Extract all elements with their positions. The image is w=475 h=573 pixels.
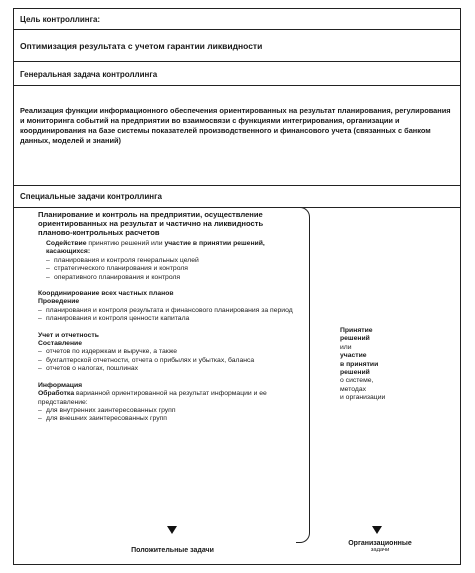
s3-list bbox=[38, 348, 293, 373]
left-column bbox=[38, 210, 293, 424]
list-item: – для внутренних заинтересованных групп bbox=[38, 407, 293, 415]
s4-list bbox=[38, 407, 293, 424]
right-line: решений bbox=[340, 369, 370, 377]
s4-head: Информация bbox=[38, 381, 83, 389]
down-arrow-icon bbox=[167, 526, 177, 534]
section-decision-support bbox=[38, 240, 293, 282]
right-line: о системе, bbox=[340, 377, 374, 385]
positive-tasks-footer bbox=[100, 547, 245, 554]
section-decision-support-head bbox=[46, 240, 293, 257]
s1-head-bold2: участие в принятии решений, касающихся: bbox=[46, 240, 265, 256]
right-line: в принятии bbox=[340, 360, 379, 368]
right-line: Принятие bbox=[340, 327, 373, 334]
general-task-label: Генеральная задача контроллинга bbox=[20, 70, 158, 79]
special-tasks-label: Специальные задачи контроллинга bbox=[20, 192, 162, 201]
goal-label-row bbox=[14, 9, 460, 30]
general-task-text: Реализация функции информационного обеспечения ориентированных на результат планирования, регулирования и мониторинга событий на предприятии во взаимосвязи с функциями интегрирования, организации и координирования на базе системы показателей производственного и финансового учета (связанных с банком данных, моделей и знаний) bbox=[20, 106, 451, 145]
s3-sub: Составление bbox=[38, 340, 83, 348]
s2-sub: Проведение bbox=[38, 298, 80, 306]
right-line: решений bbox=[340, 335, 370, 343]
right-column bbox=[340, 327, 420, 403]
list-item: – для внешних заинтересованных групп bbox=[38, 415, 293, 423]
organizational-tasks-sub: задачи bbox=[370, 547, 390, 553]
s1-head-bold: Содействие bbox=[46, 240, 87, 247]
grouping-bracket bbox=[296, 207, 310, 543]
s4-sub bbox=[38, 390, 293, 407]
left-title: Планирование и контроль на предприятии, осуществление ориентированных на результат и частично на ликвидность планово-контрольных расчетов bbox=[38, 210, 264, 237]
special-tasks-label-row bbox=[14, 186, 460, 208]
positive-tasks-label: Положительные задачи bbox=[131, 547, 214, 554]
s2-list bbox=[38, 307, 293, 324]
goal-text-row bbox=[14, 30, 460, 62]
list-item: – планирования и контроля ценности капитала bbox=[38, 315, 293, 323]
down-arrow-icon bbox=[372, 526, 382, 534]
section-information bbox=[38, 382, 293, 424]
right-line: методах bbox=[340, 385, 367, 393]
s1-list bbox=[46, 257, 293, 282]
list-item: – стратегического планирования и контроля bbox=[46, 265, 293, 273]
list-item: – отчетов о налогах, пошлинах bbox=[38, 365, 293, 373]
s2-head: Координирование всех частных планов bbox=[38, 290, 174, 298]
s4-sub-rest: варианной ориентированной на результат информации и ее представление: bbox=[38, 390, 267, 406]
organizational-tasks-footer bbox=[330, 540, 430, 553]
list-item: – оперативного планирования и контроля bbox=[46, 274, 293, 282]
organizational-tasks-label: Организационные bbox=[348, 540, 412, 547]
section-accounting bbox=[38, 332, 293, 374]
goal-label: Цель контроллинга: bbox=[20, 15, 101, 24]
section-coordination bbox=[38, 290, 293, 324]
goal-text: Оптимизация результата с учетом гарантии ликвидности bbox=[20, 41, 263, 51]
s1-head-rest: принятию решений или bbox=[86, 240, 165, 247]
s4-sub-bold: Обработка bbox=[38, 390, 75, 398]
right-line: участие bbox=[340, 352, 367, 360]
right-line: или bbox=[340, 343, 352, 351]
list-item: – планирования и контроля генеральных целей bbox=[46, 257, 293, 265]
list-item: – планирования и контроля результата и финансового планирования за период bbox=[38, 307, 293, 315]
general-task-text-row bbox=[14, 86, 460, 186]
general-task-label-row bbox=[14, 62, 460, 86]
s3-head: Учет и отчетность bbox=[38, 331, 99, 339]
right-line: и организации bbox=[340, 394, 386, 402]
list-item: – бухгалтерской отчетности, отчета о прибылях и убытках, баланса bbox=[38, 357, 293, 365]
list-item: – отчетов по издержкам и выручке, а также bbox=[38, 348, 293, 356]
